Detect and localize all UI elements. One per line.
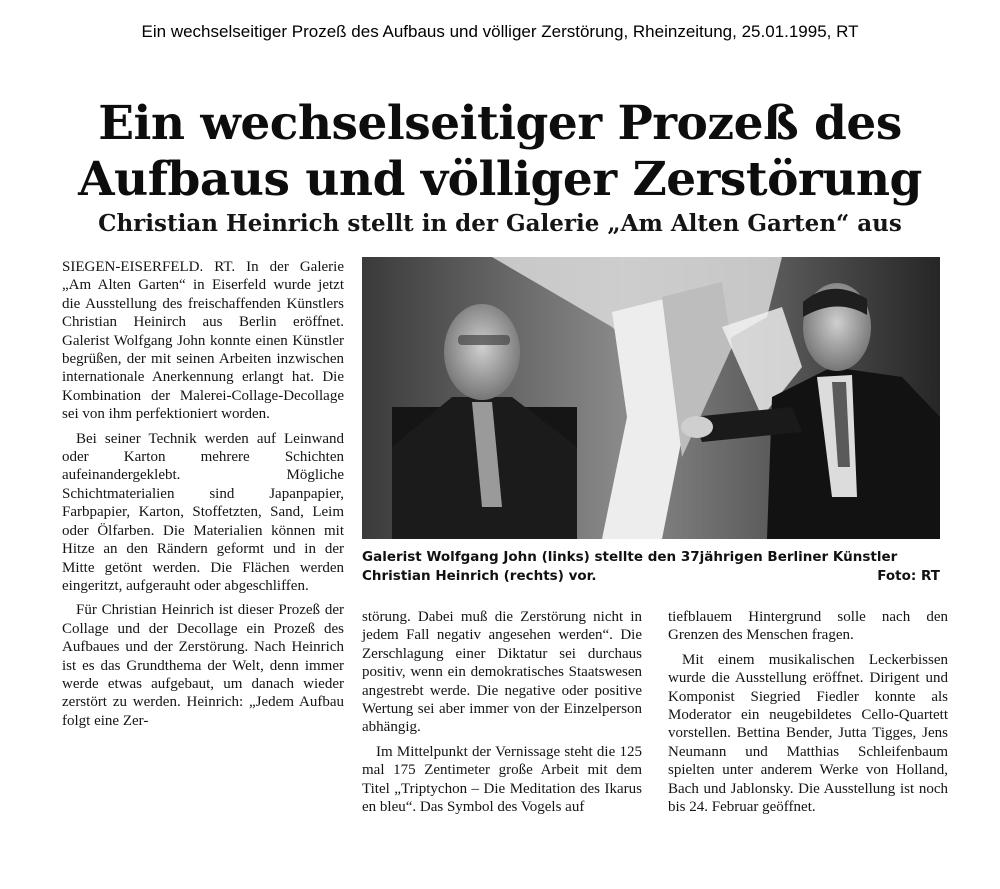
paragraph: SIEGEN-EISERFELD. RT. In der Galerie „Am Alten Garten“ in Eiserfeld wurde jetzt die Ausstellung des freischaffenden Künstlers Christian Heinirch aus Berlin eröffnet. Galerist Wolfgang John konnte einen Künstler begrüßen, der mit seinen Arbeiten inzwischen internationale Anerkennung erlangt hat. Die Kombination der Malerei-Collage-Decollage sei von ihm perfektioniert worden.: [62, 259, 344, 423]
headline-line-1: Ein wechselseitiger Prozeß des: [98, 96, 902, 151]
photo-caption: [362, 548, 940, 586]
paragraph: Mit einem musikalischen Leckerbissen wurde die Ausstellung eröffnet. Dirigent und Komponist Siegried Fiedler konnte als Moderator ein neugebildetes Cello-Quartett vorstellen. Bettina Bender, Jutta Tigges, Jens Neumann und Matthias Schleifenbaum spielten unter anderem Werke von Holland, Bach und Jablonsky. Die Ausstellung ist noch bis 24. Februar geöffnet.: [668, 651, 948, 816]
source-caption: Ein wechselseitiger Prozeß des Aufbaus und völliger Zerstörung, Rheinzeitung, 25.01.1995, RT: [141, 22, 859, 41]
subheadline: Christian Heinrich stellt in der Galerie „Am Alten Garten“ aus: [98, 210, 902, 237]
photo-caption-line-1: Galerist Wolfgang John (links) stellte den 37jährigen Berliner Künstler: [362, 549, 898, 565]
article-photo: [362, 257, 940, 539]
paragraph: Bei seiner Technik werden auf Leinwand oder Karton mehrere Schichten aufeinandergeklebt. Mögliche Schichtmaterialien sind Japanpapier, Farbpapier, Karton, Stoffetzten, Sand, Leim oder Ölfarben. Die Materialien können mit Hitze an den Rändern geformt und in der Mitte getönt werden. Die Flächen werden eingeritzt, aufgerauht oder abgeschliffen.: [62, 430, 344, 594]
headline-line-2: Aufbaus und völliger Zerstörung: [78, 152, 922, 207]
photo-caption-line-2: Christian Heinrich (rechts) vor.: [362, 568, 597, 584]
photo-credit: Foto: RT: [877, 568, 940, 584]
photo-illustration: [362, 257, 940, 539]
article-column-1: [62, 258, 344, 736]
paragraph: tiefblauem Hintergrund solle nach den Grenzen des Menschen fragen.: [668, 609, 948, 644]
paragraph: Für Christian Heinrich ist dieser Prozeß der Collage und der Decollage ein Prozeß des Aufbaues und der Zerstörung. Nach Heinrich ist es das Grundthema der Welt, denn immer werde etwas aufgebaut, um danach wieder zerstört zu werden. Heinrich: „Jedem Aufbau folgt eine Zer-: [62, 602, 344, 729]
article-column-3: [668, 608, 948, 822]
article-column-2: [362, 608, 642, 822]
paragraph: störung. Dabei muß die Zerstörung nicht in jedem Fall negativ angesehen werden“. Die Zerschlagung einer Diktatur sei durchaus positiv, wenn ein demokratisches Staatswesen angestrebt werde. Die negative oder positive Wertung sei aber immer von der Einzelperson abhängig.: [362, 609, 642, 736]
paragraph: Im Mittelpunkt der Vernissage steht die 125 mal 175 Zentimeter große Arbeit mit dem Titel „Triptychon – Die Meditation des Ikarus en bleu“. Das Symbol des Vogels auf: [362, 743, 642, 816]
